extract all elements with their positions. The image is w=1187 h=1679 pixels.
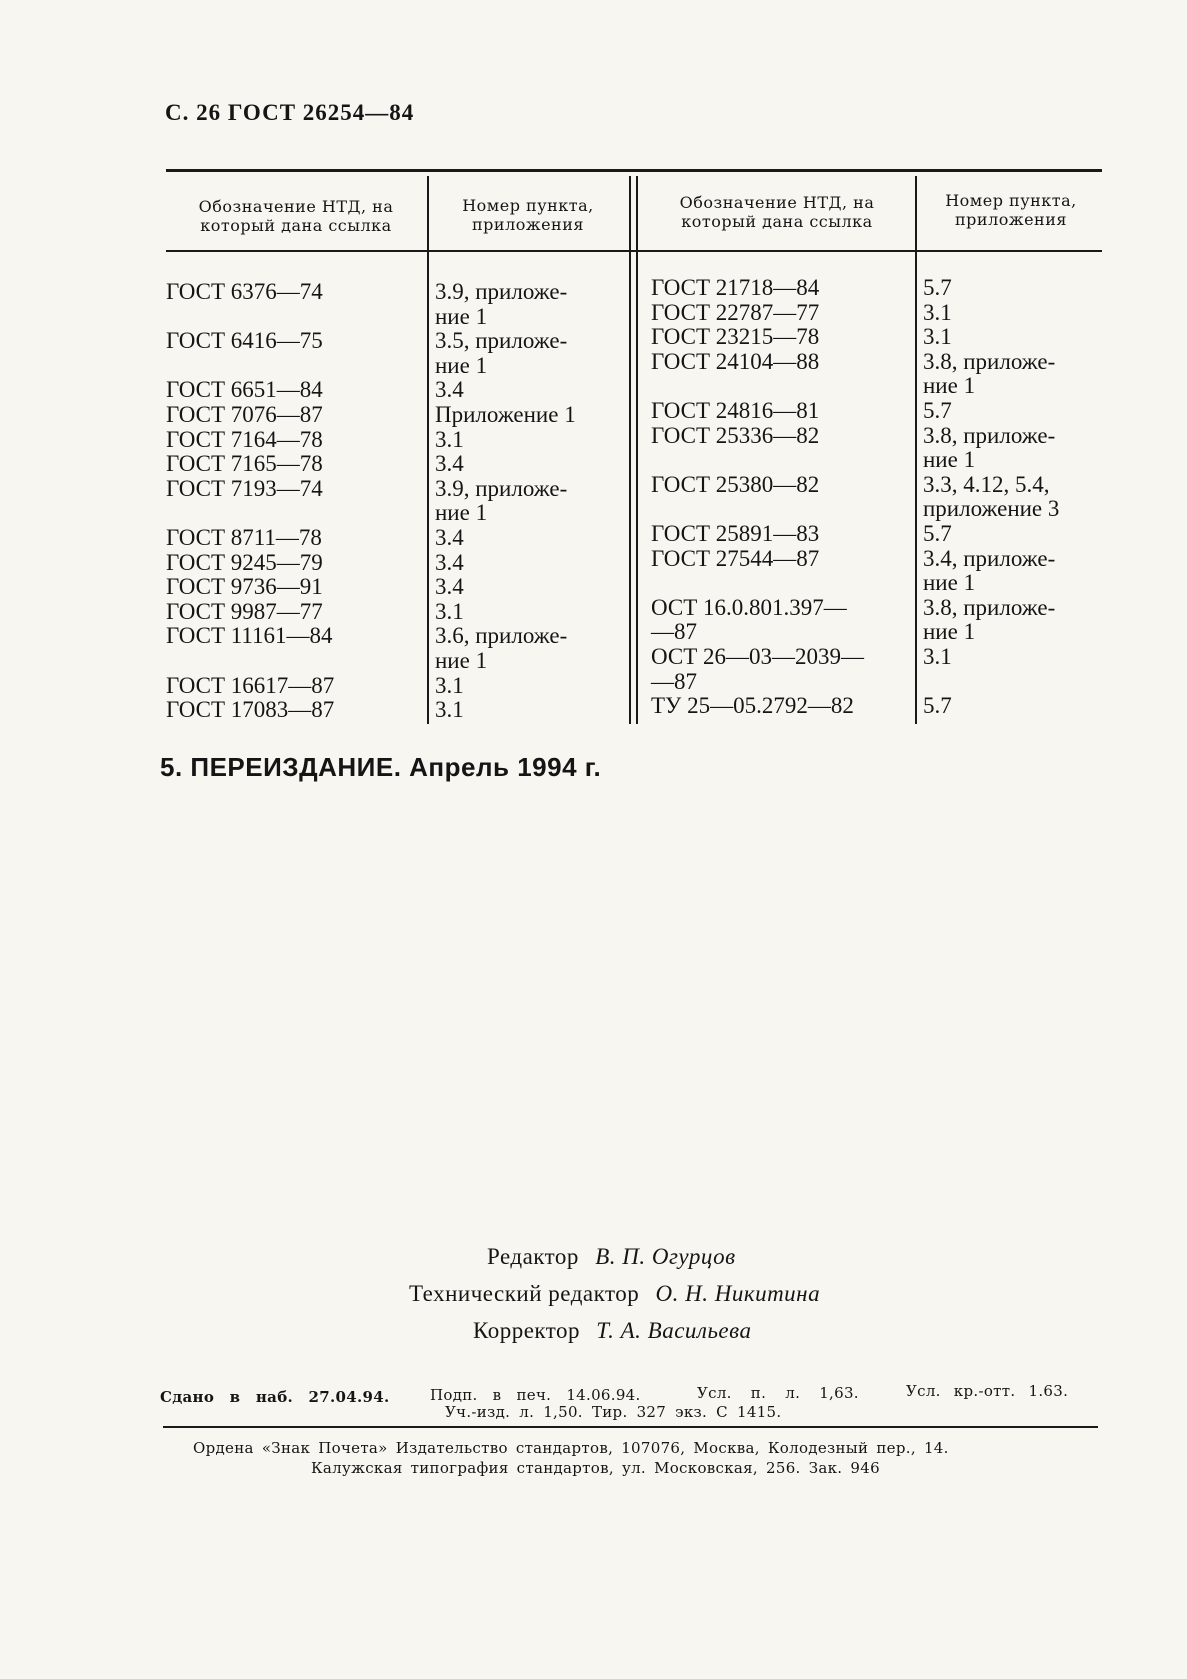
table-row: ОСТ 16.0.801.397—: [651, 594, 847, 620]
proofreader-name: Т. А. Васильева: [596, 1318, 752, 1343]
table-row: 3.4: [435, 524, 464, 550]
proofreader-credit: [0, 1318, 1187, 1344]
proofreader-label: Корректор: [473, 1318, 581, 1343]
table-row: 3.1: [435, 426, 464, 452]
table-row: 3.8, приложе-: [923, 422, 1056, 448]
table-row: 3.1: [435, 672, 464, 698]
table-row: ние 1: [435, 647, 488, 673]
col-divider-2b: [636, 176, 638, 724]
table-top-rule: [166, 169, 1102, 172]
page-header: С. 26 ГОСТ 26254—84: [165, 100, 415, 125]
table-row: ние 1: [923, 619, 976, 645]
table-row: 3.1: [923, 643, 952, 669]
table-row: 3.4: [435, 574, 464, 600]
table-row: 5.7: [923, 397, 952, 423]
table-row: ние 1: [435, 303, 488, 329]
table-row: ГОСТ 7193—74: [166, 475, 323, 501]
table-row: ГОСТ 27544—87: [651, 545, 820, 571]
right-item-column: [923, 276, 1059, 719]
table-row: приложение 3: [923, 496, 1060, 522]
table-row: 3.1: [923, 299, 952, 325]
table-row: 3.9, приложе-: [435, 279, 568, 304]
table-row: 3.4: [435, 549, 464, 575]
table-row: ГОСТ 21718—84: [651, 275, 820, 300]
table-row: ГОСТ 6376—74: [166, 279, 323, 304]
table-row: ГОСТ 6651—84: [166, 377, 323, 403]
header-right-item: Номер пункта, приложения: [945, 191, 1077, 229]
table-row: 3.5, приложе-: [435, 328, 568, 354]
table-row: ОСТ 26—03—2039—: [651, 643, 865, 669]
table-row: 5.7: [923, 693, 952, 719]
table-row: 3.4, приложе-: [923, 545, 1056, 571]
table-row: 3.1: [923, 324, 952, 350]
table-row: [651, 448, 864, 473]
imprint-print-sheets: Усл. п. л. 1,63.: [697, 1384, 859, 1402]
header-right-designation: Обозначение НТД, на который дана ссылка: [679, 193, 875, 231]
table-row: [923, 670, 1059, 695]
table-row: —87: [651, 668, 697, 694]
table-row: ГОСТ 24104—88: [651, 348, 820, 374]
table-row: 3.4: [435, 451, 464, 477]
table-row: ние 1: [435, 500, 488, 526]
reissue-note: 5. ПЕРЕИЗДАНИЕ. Апрель 1994 г.: [160, 752, 602, 782]
table-row: ГОСТ 6416—75: [166, 328, 323, 354]
tech-editor-credit: [0, 1281, 1187, 1307]
imprint-sent: Сдано в наб. 27.04.94.: [160, 1388, 390, 1406]
table-row: 3.8, приложе-: [923, 348, 1056, 374]
table-row: ние 1: [923, 373, 976, 399]
left-item-column: [435, 280, 576, 723]
imprint-publisher: Ордена «Знак Почета» Издательство стандартов, 107076, Москва, Колодезный пер., 14.: [193, 1439, 949, 1457]
table-row: 3.9, приложе-: [435, 475, 568, 501]
imprint-color-prints: Усл. кр.-отт. 1.63.: [906, 1382, 1069, 1400]
table-row: ГОСТ 9987—77: [166, 598, 323, 624]
table-row: ГОСТ 9245—79: [166, 549, 323, 575]
table-row: 3.6, приложе-: [435, 623, 568, 649]
table-row: 5.7: [923, 520, 952, 546]
table-row: ГОСТ 7164—78: [166, 426, 323, 452]
col-divider-3: [915, 176, 917, 724]
table-header-rule: [166, 250, 1102, 252]
table-row: [651, 497, 864, 522]
imprint-signed: Подп. в печ. 14.06.94.: [430, 1386, 641, 1404]
table-row: ГОСТ 25380—82: [651, 471, 820, 497]
table-row: ГОСТ 25336—82: [651, 422, 820, 448]
table-row: ние 1: [923, 570, 976, 596]
table-row: ТУ 25—05.2792—82: [651, 693, 854, 719]
table-row: ГОСТ 23215—78: [651, 324, 820, 350]
table-row: ГОСТ 24816—81: [651, 397, 820, 423]
editor-name: В. П. Огурцов: [595, 1244, 736, 1269]
table-row: ние 1: [435, 352, 488, 378]
tech-editor-name: О. Н. Никитина: [655, 1281, 821, 1306]
editor-label: Редактор: [487, 1244, 579, 1269]
table-row: —87: [651, 619, 697, 645]
imprint-printer: Калужская типография стандартов, ул. Московская, 256. Зак. 946: [311, 1459, 880, 1477]
table-row: ГОСТ 9736—91: [166, 574, 323, 600]
table-row: 3.4: [435, 377, 464, 403]
table-row: 3.8, приложе-: [923, 594, 1056, 620]
table-row: [651, 571, 864, 596]
table-row: [166, 305, 334, 330]
table-row: ние 1: [923, 447, 976, 473]
right-designation-column: [651, 276, 864, 719]
table-row: [166, 649, 334, 674]
table-row: ГОСТ 22787—77: [651, 299, 820, 325]
tech-editor-label: Технический редактор: [409, 1281, 640, 1306]
table-row: 3.3, 4.12, 5.4,: [923, 471, 1050, 497]
header-left-item: Номер пункта, приложения: [462, 196, 594, 234]
table-row: ГОСТ 16617—87: [166, 672, 335, 698]
left-designation-column: [166, 280, 334, 723]
table-row: ГОСТ 11161—84: [166, 623, 333, 649]
imprint-rule: [163, 1426, 1098, 1428]
table-row: [651, 374, 864, 399]
editor-credit: [0, 1244, 1187, 1270]
col-divider-2a: [629, 176, 631, 724]
table-row: ГОСТ 25891—83: [651, 520, 820, 546]
imprint-line2: Уч.-изд. л. 1,50. Тир. 327 экз. С 1415.: [445, 1403, 782, 1421]
table-row: 3.1: [435, 598, 464, 624]
table-row: ГОСТ 8711—78: [166, 524, 322, 550]
table-row: Приложение 1: [435, 401, 576, 427]
table-row: [166, 354, 334, 379]
table-row: 5.7: [923, 275, 952, 300]
table-row: ГОСТ 17083—87: [166, 697, 335, 723]
col-divider-1: [427, 176, 429, 724]
table-row: ГОСТ 7165—78: [166, 451, 323, 477]
table-row: 3.1: [435, 697, 464, 723]
table-row: [166, 501, 334, 526]
header-left-designation: Обозначение НТД, на который дана ссылка: [198, 197, 394, 235]
table-row: ГОСТ 7076—87: [166, 401, 323, 427]
